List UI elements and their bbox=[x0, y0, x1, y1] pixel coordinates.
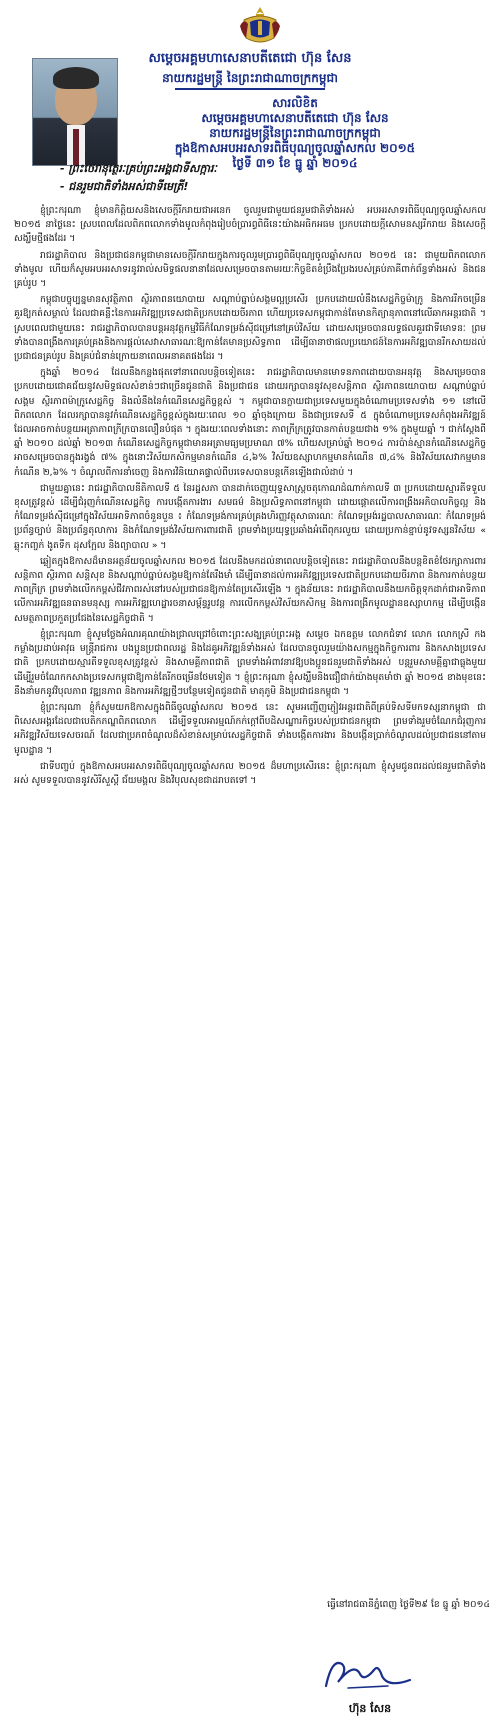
paragraph: ខ្ញុំព្រះករុណា ខ្ញុំក៏សូមយកឱកាសក្នុងពិធីចូលឆ្នាំសកល ២០១៥ នេះ សូមអញ្ជើញភ្ញៀវអន្តរជាតិពីគ្រប់ទិសទីមកទស្សនាកម្ពុជា ជាពិសេសអង្គរដែលជាបេតិកភណ្ឌពិភពលោក ដើម្បីទទួលអារម្មណ៍កក់ក្តៅពីបដិសណ្ឋារកិច្ចរបស់ប្រជាជនកម្ពុជា ព្រមទាំងរួមចំណែកជំរុញការអភិវឌ្ឍវិស័យទេសចរណ៍ ដែលជាប្រភពចំណូលដ៏សំខាន់សម្រាប់សេដ្ឋកិច្ចជាតិ ទាំងបង្កើតការងារ និងបង្កើនប្រាក់ចំណូលដល់ប្រជាជននៅតាមមូលដ្ឋាន ។ bbox=[14, 701, 486, 756]
paragraph: កម្ពុជាបច្ចុប្បន្នមានសុវត្ថិភាព ស្ថិរភាពនយោបាយ សណ្តាប់ធ្នាប់សង្គមល្អប្រសើរ ប្រកបដោយលំនឹងសេដ្ឋកិច្ចម៉ាក្រូ និងការរីកចម្រើនគួរឱ្យកត់សម្គាល់ ដែលជាគន្លឹះនៃការអភិវឌ្ឍប្រទេសជាតិប្រកបដោយចីរភាព ហើយប្រទេសកម្ពុជាកាន់តែមានកិត្យានុភាពនៅលើឆាកអន្តរជាតិ ។ ស្របពេលជាមួយនេះ រាជរដ្ឋាភិបាលបានបន្តអនុវត្តកម្មវិធីកំណែទម្រង់ស៊ីជម្រៅនៅគ្រប់វិស័យ ដោយសម្រេចបានលទ្ធផលគួរជាទីមោទនៈ ព្រមទាំងបានពង្រឹងការគ្រប់គ្រងនិងការផ្តល់សេវាសាធារណៈឱ្យកាន់តែមានប្រសិទ្ធភាព ដើម្បីធានាថាផលប្រយោជន៍នៃការអភិវឌ្ឍបានរីកសាយដល់ប្រជាជនគ្រប់រូប និងគ្រប់ជំនាន់ក្រោយនាពេលអនាគតផងដែរ ។ bbox=[14, 294, 486, 363]
author-name: សម្តេចអគ្គមហាសេនាបតីតេជោ ហ៊ុន សែន bbox=[201, 111, 389, 125]
title-block bbox=[130, 96, 460, 171]
paragraph: ជាមួយគ្នានេះ រាជរដ្ឋាភិបាលនីតិកាលទី ៥ នៃរដ្ឋសភា បានដាក់ចេញយុទ្ធសាស្ត្រចតុកោណដំណាក់កាលទី ៣ ប្រកបដោយស្មារតីទទួលខុសត្រូវខ្ពស់ ដើម្បីជំរុញកំណើនសេដ្ឋកិច្ច ការបង្កើតការងារ សមធម៌ និងប្រសិទ្ធភាពនៅកម្ពុជា ដោយផ្តោតលើការពង្រឹងអភិបាលកិច្ចល្អ និងកំណែទម្រង់ស៊ីជម្រៅក្នុងវិស័យអាទិភាពចំនួនបួន ៖ កំណែទម្រង់ការគ្រប់គ្រងហិរញ្ញវត្ថុសាធារណៈ កំណែទម្រង់រដ្ឋបាលសាធារណៈ កំណែទម្រង់ប្រព័ន្ធច្បាប់ និងប្រព័ន្ធតុលាការ និងកំណែទម្រង់វិស័យការពារជាតិ ព្រមទាំងប្រយុទ្ធប្រឆាំងអំពើពុករលួយ ដោយប្រកាន់ខ្ជាប់នូវទស្សនវិស័យ « ឆ្លុះកញ្ចក់ ងូតទឹក ដុសក្អែល និងព្យាបាល » ។ bbox=[14, 482, 486, 551]
place-and-date: ធ្វើនៅរាជធានីភ្នំពេញ ថ្ងៃទី២៩ ខែ ធ្នូ ឆ្នាំ ២០១៤ bbox=[327, 1599, 490, 1610]
author-title: នាយករដ្ឋមន្ត្រីនៃព្រះរាជាណាចក្រកម្ពុជា bbox=[209, 126, 381, 140]
org-name: សម្តេចអគ្គមហាសេនាបតីតេជោ ហ៊ុន សែន bbox=[148, 51, 352, 66]
paragraph: ក្នុងឆ្នាំ ២០១៤ ដែលនឹងកន្លងផុតទៅនាពេលបន្តិចទៀតនេះ រាជរដ្ឋាភិបាលមានមោទនភាពដោយបានអនុវត្ត និងសម្រេចបានប្រកបដោយជោគជ័យនូវសមិទ្ធផលសំខាន់ៗជាច្រើនជូនជាតិ និងប្រជាជន ដោយរក្សាបាននូវសុខសន្តិភាព ស្ថិរភាពនយោបាយ សណ្តាប់ធ្នាប់សង្គម ស្ថិរភាពម៉ាក្រូសេដ្ឋកិច្ច និងលំនឹងនៃកំណើនសេដ្ឋកិច្ចខ្ពស់ ។ កម្ពុជាបានក្លាយជាប្រទេសមួយក្នុងចំណោមប្រទេសទាំង ១១ នៅលើពិភពលោក ដែលរក្សាបាននូវកំណើនសេដ្ឋកិច្ចខ្ពស់ក្នុងរយៈពេល ១០ ឆ្នាំចុងក្រោយ និងជាប្រទេសទី ៥ ក្នុងចំណោមប្រទេសកំពុងអភិវឌ្ឍន៍ ដែលអាចកាត់បន្ថយអត្រាភាពក្រីក្របានលឿនបំផុត ។ ក្នុងរយៈពេលទាំងនោះ ភាពក្រីក្រត្រូវបានកាត់បន្ថយជាង ១% ក្នុងមួយឆ្នាំ ។ ជាក់ស្តែងពីឆ្នាំ ២០១០ ដល់ឆ្នាំ ២០១៣ កំណើនសេដ្ឋកិច្ចកម្ពុជាមានអត្រាមធ្យមប្រមាណ ៧% ហើយសម្រាប់ឆ្នាំ ២០១៤ ការប៉ាន់ស្មានកំណើនសេដ្ឋកិច្ចអាចសម្រេចបានក្នុងរង្វង់ ៧% ក្នុងនោះវិស័យកសិកម្មមានកំណើន ៤,៦% វិស័យឧស្សាហកម្មមានកំណើន ៧,៤% និងវិស័យសេវាកម្មមានកំណើន ២,៦% ។ ចំណូលពីការនាំចេញ និងការវិនិយោគផ្ទាល់ពីបរទេសបានបន្តកើនឡើងជាលំដាប់ ។ bbox=[14, 367, 486, 478]
portrait-tie bbox=[73, 129, 79, 165]
paragraph: រាជរដ្ឋាភិបាល និងប្រជាជនកម្ពុជាមានសេចក្តីរីករាយក្នុងការចូលរួមប្រារព្ធពិធីបុណ្យចូលឆ្នាំសកល ២០១៥ នេះ ជាមួយពិភពលោកទាំងមូល ហើយក៏សូមអបអរសាទរនូវរាល់សមិទ្ធផលនានាដែលសម្រេចបានតាមរយៈកិច្ចខិតខំប្រឹងប្រែងរបស់គ្រប់ភាគីពាក់ព័ន្ធទាំងអស់ និងជនគ្រប់រូប ។ bbox=[14, 249, 486, 290]
handwritten-signature-icon bbox=[318, 1652, 418, 1696]
royal-arms-emblem-icon bbox=[238, 4, 282, 48]
salutation-monks: - ព្រះថេរានុត្ថេរៈគ្រប់ព្រះអង្គជាទីសក្ការៈ bbox=[60, 162, 217, 175]
org-title: នាយករដ្ឋមន្ត្រី នៃព្រះរាជាណាចក្រកម្ពុជា bbox=[162, 71, 338, 85]
salutation-compatriots: - ជនរួមជាតិទាំងអស់ជាទីមេត្រី! bbox=[60, 180, 189, 193]
paragraph: ខ្ញុំព្រះករុណា ខ្ញុំសូមថ្លែងអំណរគុណយ៉ាងជ្រាលជ្រៅចំពោះព្រះសង្ឃគ្រប់ព្រះអង្គ សម្តេច ឯកឧត្តម លោកជំទាវ លោក លោកស្រី កងកម្លាំងប្រដាប់អាវុធ មន្ត្រីរាជការ បងប្អូនប្រជាពលរដ្ឋ និងដៃគូអភិវឌ្ឍន៍ទាំងអស់ ដែលបានចូលរួមយ៉ាងសកម្មក្នុងកិច្ចការពារ និងកសាងប្រទេសជាតិ ប្រកបដោយស្មារតីទទួលខុសត្រូវខ្ពស់ និងសាមគ្គីភាពជាតិ ព្រមទាំងអំពាវនាវឱ្យបងប្អូនជនរួមជាតិទាំងអស់ បន្តរួមសាមគ្គីគ្នាជាធ្លុងមួយ ដើម្បីរួមចំណែកកសាងប្រទេសកម្ពុជាឱ្យកាន់តែរីកចម្រើនថែមទៀត ។ ខ្ញុំព្រះករុណា ខ្ញុំសង្ឃឹមនិងជឿជាក់យ៉ាងមុតមាំថា ឆ្នាំ ២០១៥ ខាងមុខនេះ នឹងនាំមកនូវវិបុលភាព វឌ្ឍនភាព និងការអភិវឌ្ឍថ្មីៗបន្ថែមទៀតជូនជាតិ មាតុភូមិ និងប្រជាជនកម្ពុជា ។ bbox=[14, 628, 486, 697]
document-type: សារលិខិត bbox=[272, 96, 318, 110]
paragraph: ខ្ញុំព្រះករុណា ខ្ញុំមានកិត្តិយសនិងសេចក្តីរីករាយជាអនេក ចូលរួមជាមួយជនរួមជាតិទាំងអស់ អបអរសាទរពិធីបុណ្យចូលឆ្នាំសកល ២០១៥ នាថ្ងៃនេះ ស្របពេលដែលពិភពលោកទាំងមូលកំពុងរៀបចំប្រារព្ធពិធីនេះយ៉ាងអធិកអធម ប្រកបដោយក្តីសោមនស្សរីករាយ និងសេចក្តីសង្ឃឹមថ្មីផងដែរ ។ bbox=[14, 205, 486, 245]
header-divider bbox=[175, 88, 325, 90]
letter-date: ថ្ងៃទី ៣១ ខែ ធ្នូ ឆ្នាំ ២០១៤ bbox=[232, 156, 358, 170]
letter-body bbox=[14, 204, 486, 790]
letter-header bbox=[0, 0, 500, 170]
occasion: ក្នុងឱកាសអបអរសាទរពិធីបុណ្យចូលឆ្នាំសកល ២០១៥ bbox=[174, 141, 416, 155]
portrait-photo bbox=[32, 58, 118, 166]
paragraph: ជាទីបញ្ចប់ ក្នុងឱកាសអបអរសាទរពិធីបុណ្យចូលឆ្នាំសកល ២០១៥ ដ៏មហាប្រសើរនេះ ខ្ញុំព្រះករុណា ខ្ញុំសូមជូនពរដល់ជនរួមជាតិទាំងអស់ សូមទទួលបាននូវសិរីសួស្តី ជ័យមង្គល និងវិបុលសុខជាដរាបតទៅ ។ bbox=[14, 760, 486, 786]
paragraph: ឆ្លៀតក្នុងឱកាសដ៏មានអត្ថន័យចូលឆ្នាំសកល ២០១៥ ដែលនឹងមកដល់នាពេលបន្តិចទៀតនេះ រាជរដ្ឋាភិបាលនឹងបន្តខិតខំថែរក្សាការពារសន្តិភាព ស្ថិរភាព សន្តិសុខ និងសណ្តាប់ធ្នាប់សង្គមឱ្យកាន់តែរឹងមាំ ដើម្បីធានាដល់ការអភិវឌ្ឍប្រទេសជាតិប្រកបដោយចីរភាព និងការកាត់បន្ថយភាពក្រីក្រ ព្រមទាំងលើកកម្ពស់ជីវភាពរស់នៅរបស់ប្រជាជនឱ្យកាន់តែប្រសើរឡើង ។ ក្នុងន័យនេះ រាជរដ្ឋាភិបាលនឹងយកចិត្តទុកដាក់ជាអាទិភាពលើការអភិវឌ្ឍធនធានមនុស្ស ការអភិវឌ្ឍហេដ្ឋារចនាសម្ព័ន្ធរូបវន្ត ការលើកកម្ពស់វិស័យកសិកម្ម និងការពង្រីកមូលដ្ឋានឧស្សាហកម្ម ដើម្បីបង្កើនសមត្ថភាពប្រកួតប្រជែងនៃសេដ្ឋកិច្ចជាតិ ។ bbox=[14, 555, 486, 624]
signer-name: ហ៊ុន សែន bbox=[348, 1702, 392, 1715]
portrait-hair bbox=[53, 67, 99, 89]
